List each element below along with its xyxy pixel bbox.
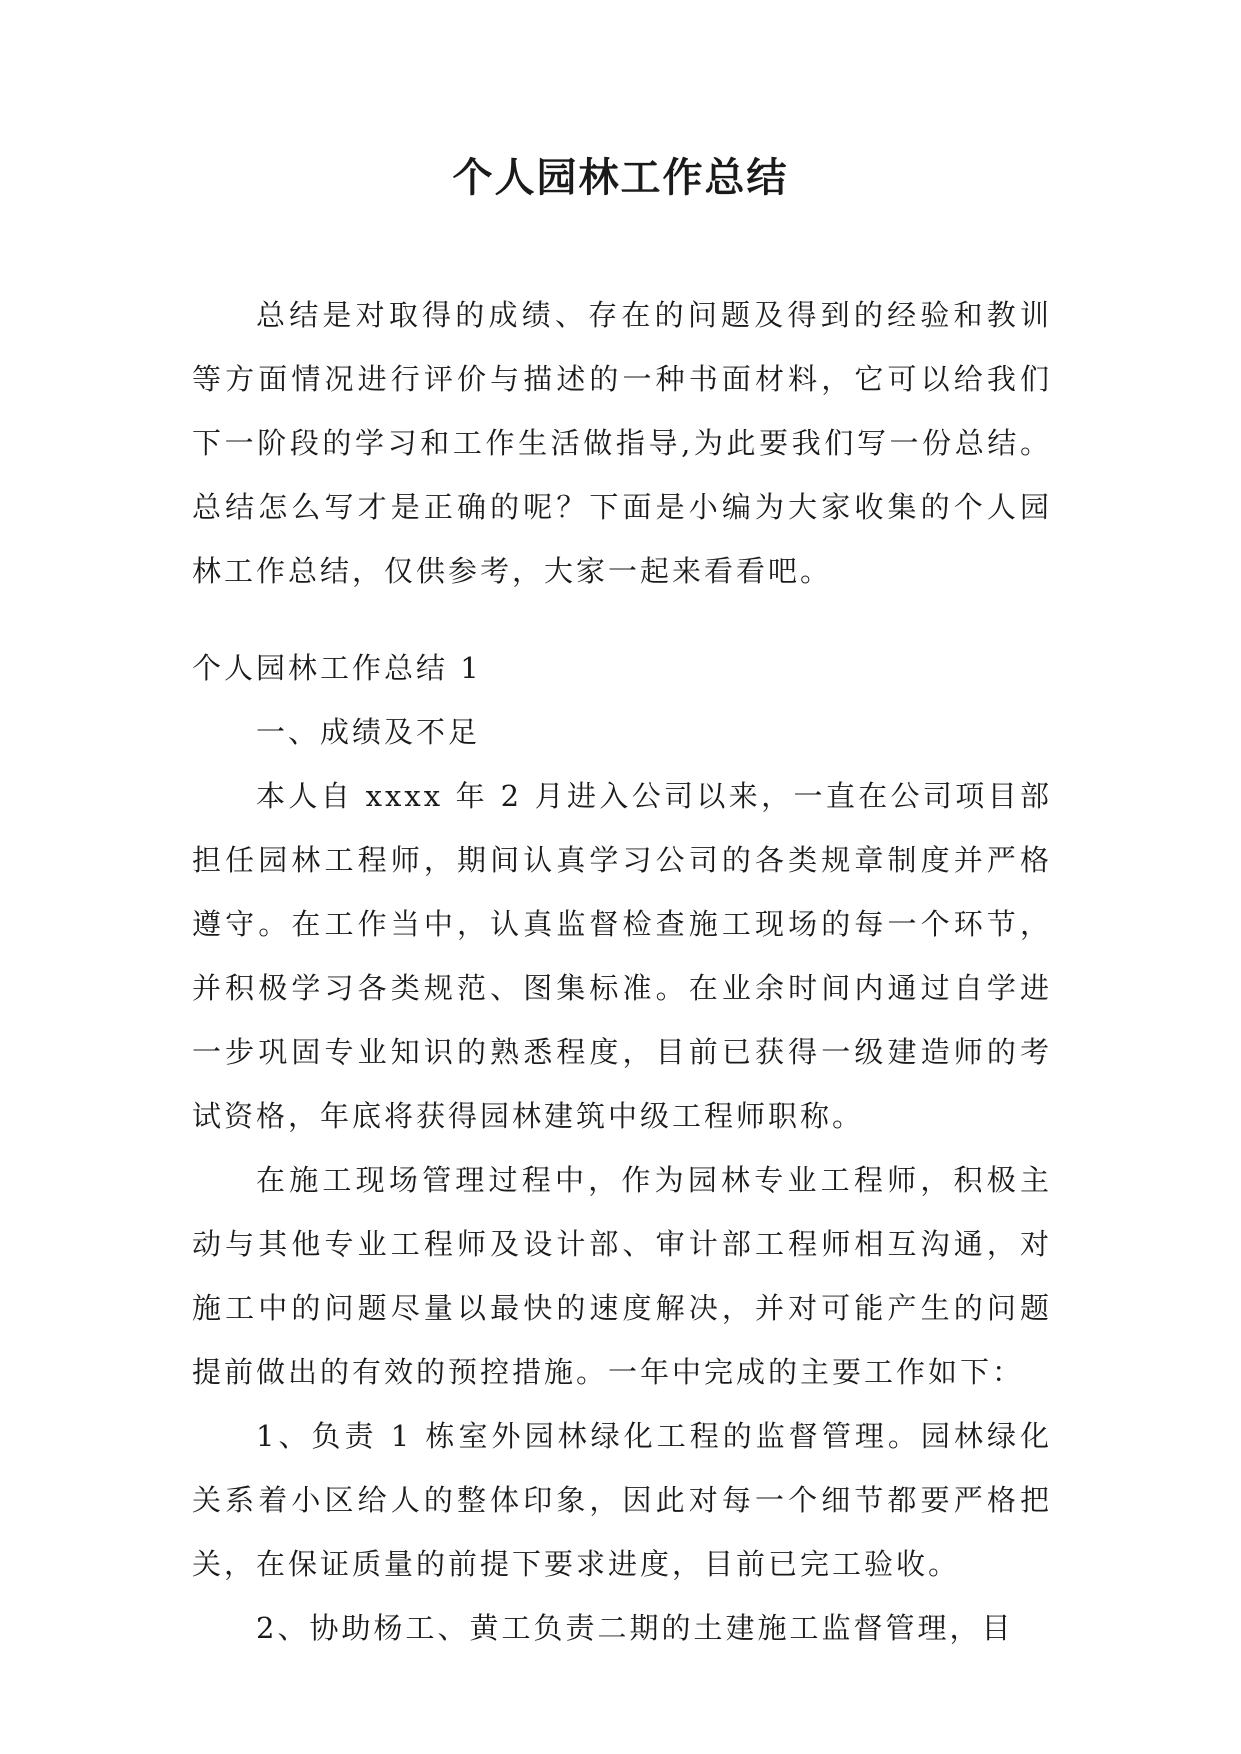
body-paragraph: 2、协助杨工、黄工负责二期的土建施工监督管理，目 bbox=[256, 1611, 1014, 1645]
document-title: 个人园林工作总结 bbox=[452, 154, 789, 201]
intro-block bbox=[192, 283, 1052, 603]
intro-paragraph: 总结是对取得的成绩、存在的问题及得到的经验和教训等方面情况进行评价与描述的一种书面材料，它可以给我们下一阶段的学习和工作生活做指导,为此要我们写一份总结。总结怎么写才是正确的呢？下面是小编为大家收集的个人园林工作总结，仅供参考，大家一起来看看吧。 bbox=[192, 298, 1052, 588]
section-heading: 个人园林工作总结 1 bbox=[192, 651, 482, 685]
body-paragraph: 本人自 xxxx 年 2 月进入公司以来，一直在公司项目部担任园林工程师，期间认真学习公司的各类规章制度并严格遵守。在工作当中，认真监督检查施工现场的每一个环节，并积极学习各类规范、图集标准。在业余时间内通过自学进一步巩固专业知识的熟悉程度，目前已获得一级建造师的考试资格，年底将获得园林建筑中级工程师职称。 bbox=[192, 779, 1052, 1133]
sub-heading: 一、成绩及不足 bbox=[256, 715, 481, 749]
body-paragraph: 1、负责 1 栋室外园林绿化工程的监督管理。园林绿化关系着小区给人的整体印象，因此对每一个细节都要严格把关，在保证质量的前提下要求进度，目前已完工验收。 bbox=[192, 1419, 1052, 1581]
section-block bbox=[192, 636, 1052, 1660]
body-paragraph: 在施工现场管理过程中，作为园林专业工程师，积极主动与其他专业工程师及设计部、审计部工程师相互沟通，对施工中的问题尽量以最快的速度解决，并对可能产生的问题提前做出的有效的预控措施。一年中完成的主要工作如下： bbox=[192, 1163, 1052, 1389]
